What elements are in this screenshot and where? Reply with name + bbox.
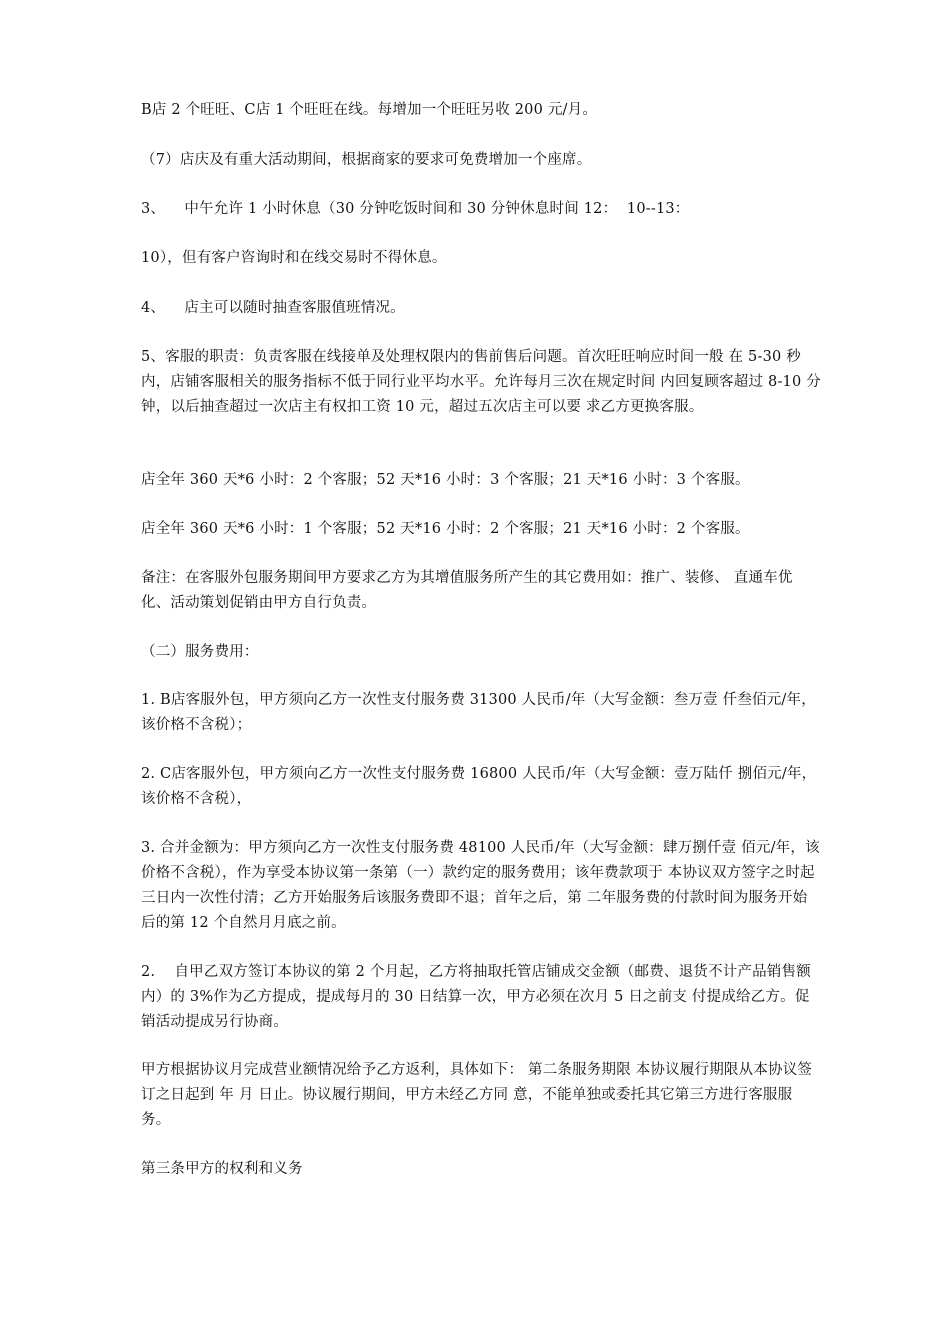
paragraph-fee-c-store: 2. C店客服外包，甲方须向乙方一次性支付服务费 16800 人民币/年（大写金额：壹万陆仟 捌佰元/年，该价格不含税），	[141, 766, 817, 807]
paragraph-fee-combined: 3. 合并金额为：甲方须向乙方一次性支付服务费 48100 人民币/年（大写金额：肆万捌仟壹 佰元/年，该价格不含税），作为享受本协议第一条第（一）款约定的服务费用；该年费款项于 本协议双方签字之时起三日内一次性付清；乙方开始服务后该服务费即不退；首年之后，第 二年服务费的付款时间为服务开始后的第 12 个自然月月底之前。	[141, 840, 820, 931]
paragraph-lunch-break: 3、 中午允许 1 小时休息（30 分钟吃饭时间和 30 分钟休息时间 12： 10--13：	[141, 201, 690, 217]
paragraph-cs-duties: 5、客服的职责：负责客服在线接单及处理权限内的售前售后问题。首次旺旺响应时间一般 在 5-30 秒内，店铺客服相关的服务指标不低于同行业平均水平。允许每月三次在规定时间 内回复顾客超过 8-10 分钟，以后抽查超过一次店主有权扣工资 10 元，超过五次店主可以要 求乙方更换客服。	[141, 349, 821, 415]
section-heading-service-fees: （二）服务费用：	[141, 644, 259, 660]
paragraph-lunch-break-continued: 10），但有客户咨询时和在线交易时不得休息。	[141, 250, 447, 266]
paragraph-wangwang-quota: B店 2 个旺旺、C店 1 个旺旺在线。每增加一个旺旺另收 200 元/月。	[141, 102, 598, 118]
paragraph-remarks: 备注：在客服外包服务期间甲方要求乙方为其增值服务所产生的其它费用如：推广、装修、 直通车优化、活动策划促销由甲方自行负责。	[141, 570, 793, 611]
paragraph-staffing-b: 店全年 360 天*6 小时：2 个客服；52 天*16 小时：3 个客服；21 天*16 小时：3 个客服。	[141, 472, 750, 488]
paragraph-fee-b-store: 1. B店客服外包，甲方须向乙方一次性支付服务费 31300 人民币/年（大写金额：叁万壹 仟叁佰元/年，该价格不含税）；	[141, 692, 816, 733]
paragraph-anniversary-seats: （7）店庆及有重大活动期间，根据商家的要求可免费增加一个座席。	[141, 152, 592, 168]
section-heading-party-a-rights: 第三条甲方的权利和义务	[141, 1161, 303, 1177]
paragraph-commission: 2. 自甲乙双方签订本协议的第 2 个月起，乙方将抽取托管店铺成交金额（邮费、退货不计产品销售额内）的 3%作为乙方提成，提成每月的 30 日结算一次，甲方必须在次月 5 日之前支 付提成给乙方。促销活动提成另行协商。	[141, 964, 811, 1030]
paragraph-rebate-and-term: 甲方根据协议月完成营业额情况给予乙方返利，具体如下： 第二条服务期限 本协议履行期限从本协议签订之日起到 年 月 日止。协议履行期间，甲方未经乙方同 意，不能单独或委托其它第三方进行客服服务。	[141, 1062, 813, 1128]
paragraph-spot-check: 4、 店主可以随时抽查客服值班情况。	[141, 300, 405, 316]
paragraph-staffing-c: 店全年 360 天*6 小时：1 个客服；52 天*16 小时：2 个客服；21 天*16 小时：2 个客服。	[141, 521, 750, 537]
